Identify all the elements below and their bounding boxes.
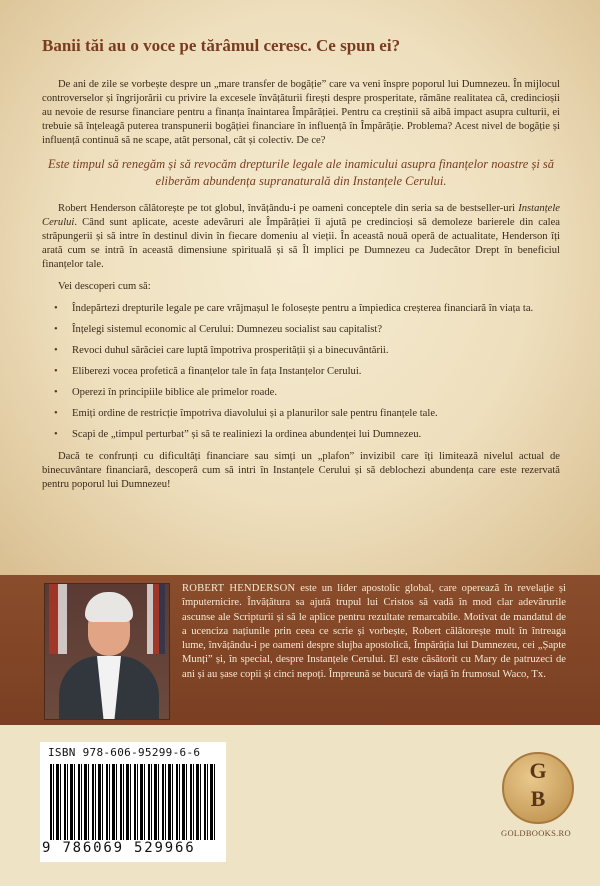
author-bio-text: este un lider apostolic global, care operează în revelație și împuternicire. Învățătura sa ajută trupul lui Cristos să vadă în mod clar adevărurile ascunse ale Scripturii și să le aplice pentru rezultate remarcabile. Motivat de mandatul de a ucenciza națiunile prin ceea ce scrie și vorbește, Robert călătorește mult în întreaga lume, învățându-i pe oameni despre slujba apostolică, Împărăția lui Dumnezeu, cei „Șapte Munți” și, în special, despre Instanțele Cerului. El este căsătorit cu Mary de patruzeci de ani și au șase copii și cinci nepoți. Împreună se bucură de viață în frumosul Waco, Tx. (182, 583, 566, 680)
list-item: • Scapi de „timpul perturbat” și să te realiniezi la ordinea abundenței lui Dumnezeu. (64, 428, 560, 442)
para2-after: . Când sunt aplicate, aceste adevăruri ale Împărăției îi ajută pe credincioși să demoleze barierele din calea străpungerii și să intre în destinul divin în fiecare domeniu al vieții. În această nouă operă de actualitate, Henderson îți arată cum se intră în această dimensiune spirituală și să Îl implici pe Dumnezeu ca Judecător Drept în beneficiul finanțelor tale. (42, 217, 560, 270)
list-item: • Operezi în principiile biblice ale primelor roade. (64, 386, 560, 400)
benefits-list (42, 302, 560, 442)
closing-paragraph: Dacă te confrunți cu dificultăți financiare sau simți un „plafon” invizibil care îți limitează nivelul actual de binecuvântare financiară, descoperă cum să intri în Instanțele Cerului și să deblochezi abundența care este rezervată pentru poporul lui Dumnezeu! (42, 451, 560, 490)
author-intro-paragraph (42, 202, 560, 272)
list-item: • Revoci duhul sărăciei care luptă împotriva prosperității și a binecuvântării. (64, 344, 560, 358)
blurb (42, 78, 560, 500)
list-item: • Eliberezi vocea profetică a finanțelor tale în fața Instanțelor Cerului. (64, 365, 560, 379)
author-name: ROBERT HENDERSON (182, 583, 296, 594)
list-item: • Îndepărtezi drepturile legale pe care vrăjmașul le folosește pentru a împiedica creșterea financiară în viața ta. (64, 302, 560, 316)
logo-letter-g: G (529, 758, 547, 783)
barcode-bars (50, 764, 218, 840)
headline: Banii tăi au o voce pe tărâmul ceresc. Ce spun ei? (42, 36, 401, 55)
author-hair (85, 592, 133, 622)
para2-before: Robert Henderson călătorește pe tot globul, învățându-i pe oameni conceptele din seria sa de bestseller-uri (58, 203, 519, 214)
publisher-website: GOLDBOOKS.RO (501, 828, 571, 838)
series-title: Instanțele Cerului (42, 203, 560, 228)
logo-letter-b: B (530, 786, 546, 811)
isbn-barcode (40, 742, 226, 862)
list-intro: Vei descoperi cum să: (58, 281, 151, 292)
intro-paragraph: De ani de zile se vorbește despre un „mare transfer de bogăție” care va veni înspre poporul lui Dumnezeu. În mijlocul controverselor și îngrijorării cu privire la excesele învățăturii firești despre prosperitate, rămâne realitatea că, credincioșii au nevoie de resurse financiare pentru a finanța înaintarea Împărăției. Pentru ca creștinii să aibă impact asupra culturii, ei trebuie să înțeleagă puterea transpunerii bogăției financiare în influență în Împărăție. Problema? Acest nivel de bogăție și influență continuă să ne scape, atât personal, cât și colectiv. De ce? (42, 79, 560, 146)
flag-decoration (147, 584, 165, 654)
author-bio (182, 582, 566, 682)
list-item: • Emiți ordine de restricție împotriva diavolului și a planurilor sale pentru finanțele tale. (64, 407, 560, 421)
isbn-label: ISBN 978-606-95299-6-6 (48, 746, 201, 759)
ean-number: 9 786069 529966 (42, 840, 196, 856)
flag-decoration (49, 584, 67, 654)
list-item: • Înțelegi sistemul economic al Cerului: Dumnezeu socialist sau capitalist? (64, 323, 560, 337)
author-photo (44, 583, 170, 720)
highlight-quote: Este timpul să renegăm și să revocăm drepturile legale ale inamicului asupra finanțelor noastre și să eliberăm abundența supranaturală din Instanțele Cerului. (47, 157, 555, 188)
publisher-logo (502, 752, 574, 824)
